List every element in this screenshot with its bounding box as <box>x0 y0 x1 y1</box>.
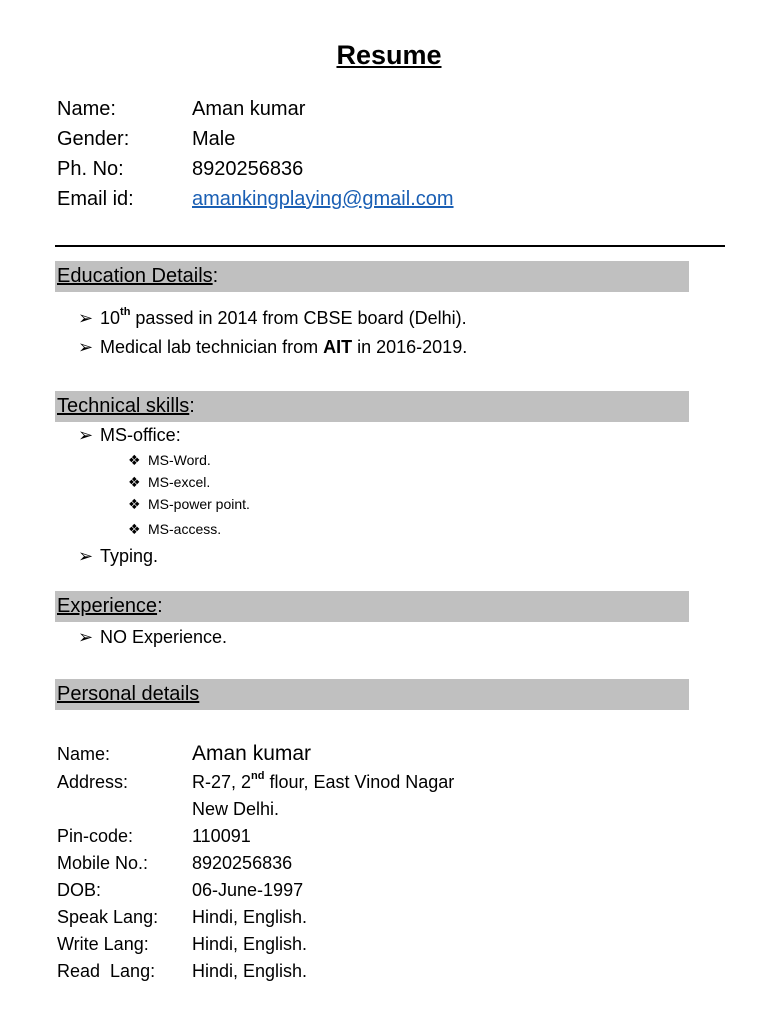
list-item: ➢ NO Experience. <box>78 627 228 647</box>
sub-list-item: ❖ MS-power point. <box>128 496 250 512</box>
email-link[interactable]: amankingplaying@gmail.com <box>192 188 454 210</box>
arrow-bullet-icon: ➢ <box>78 546 94 566</box>
section-heading-text: Personal details <box>57 683 200 705</box>
personal-row <box>57 907 307 928</box>
row-label: Pin-code: <box>57 826 134 846</box>
section-heading-skills <box>55 391 689 422</box>
row-value: New Delhi. <box>192 799 280 819</box>
section-heading-text: Technical skills <box>57 395 190 417</box>
section-heading-personal <box>55 679 689 710</box>
sub-list-item: ❖ MS-access. <box>128 521 222 537</box>
personal-row <box>57 880 303 901</box>
row-label: DOB: <box>57 880 102 900</box>
horizontal-rule <box>55 245 725 247</box>
diamond-bullet-icon: ❖ <box>128 496 141 512</box>
list-item: ➢ Typing. <box>78 546 159 566</box>
personal-row-name <box>57 742 311 766</box>
row-label: Name: <box>57 744 111 764</box>
row-label: Ph. No: <box>57 158 124 180</box>
diamond-bullet-icon: ❖ <box>128 474 141 490</box>
section-heading-text: Education Details <box>57 265 213 287</box>
row-label: Speak Lang: <box>57 907 159 927</box>
row-value: Hindi, English. <box>192 961 308 981</box>
heading-colon: : <box>189 395 195 417</box>
row-value: Hindi, English. <box>192 934 308 954</box>
header-row-email <box>57 188 454 211</box>
row-value: Aman kumar <box>192 98 306 120</box>
row-label: Name: <box>57 98 116 120</box>
row-value: Hindi, English. <box>192 907 308 927</box>
row-label: Address: <box>57 772 129 792</box>
personal-row <box>57 826 251 847</box>
row-value: R-27, 2nd flour, East Vinod Nagar <box>192 770 455 792</box>
heading-colon: : <box>212 265 219 287</box>
row-label: Mobile No.: <box>57 853 149 873</box>
arrow-bullet-icon: ➢ <box>78 627 94 647</box>
list-item: ➢ MS-office: <box>78 425 181 445</box>
personal-row-address <box>57 772 454 793</box>
sub-list-item: ❖ MS-Word. <box>128 452 211 468</box>
page-title: Resume <box>336 40 442 70</box>
header-row-phone <box>57 158 303 181</box>
arrow-bullet-icon: ➢ <box>78 308 94 328</box>
personal-row <box>57 934 307 955</box>
section-heading-text: Experience <box>57 595 158 617</box>
heading-colon: : <box>157 595 163 617</box>
row-value: 06-June-1997 <box>192 880 304 900</box>
personal-row-address-line2 <box>57 799 279 820</box>
sub-list-item: ❖ MS-excel. <box>128 474 211 490</box>
row-value: 8920256836 <box>192 158 304 180</box>
section-heading-education <box>55 261 689 292</box>
row-value: Male <box>192 128 236 150</box>
row-label: Email id: <box>57 188 134 210</box>
arrow-bullet-icon: ➢ <box>78 337 94 357</box>
personal-row <box>57 961 307 982</box>
arrow-bullet-icon: ➢ <box>78 425 94 445</box>
diamond-bullet-icon: ❖ <box>128 521 141 537</box>
header-row-name <box>57 98 305 121</box>
row-label: Write Lang: <box>57 934 149 954</box>
personal-row <box>57 853 292 874</box>
list-item: ➢ 10th passed in 2014 from CBSE board (Delhi). <box>78 306 467 328</box>
row-label: Gender: <box>57 128 130 150</box>
row-value: 8920256836 <box>192 853 293 873</box>
row-value: Aman kumar <box>192 742 312 765</box>
row-label: Read Lang: <box>57 961 156 981</box>
row-value: 110091 <box>192 826 251 846</box>
section-heading-experience <box>55 591 689 622</box>
diamond-bullet-icon: ❖ <box>128 452 141 468</box>
header-row-gender <box>57 128 235 151</box>
list-item: ➢ Medical lab technician from AIT in 2016-2019. <box>78 337 468 357</box>
